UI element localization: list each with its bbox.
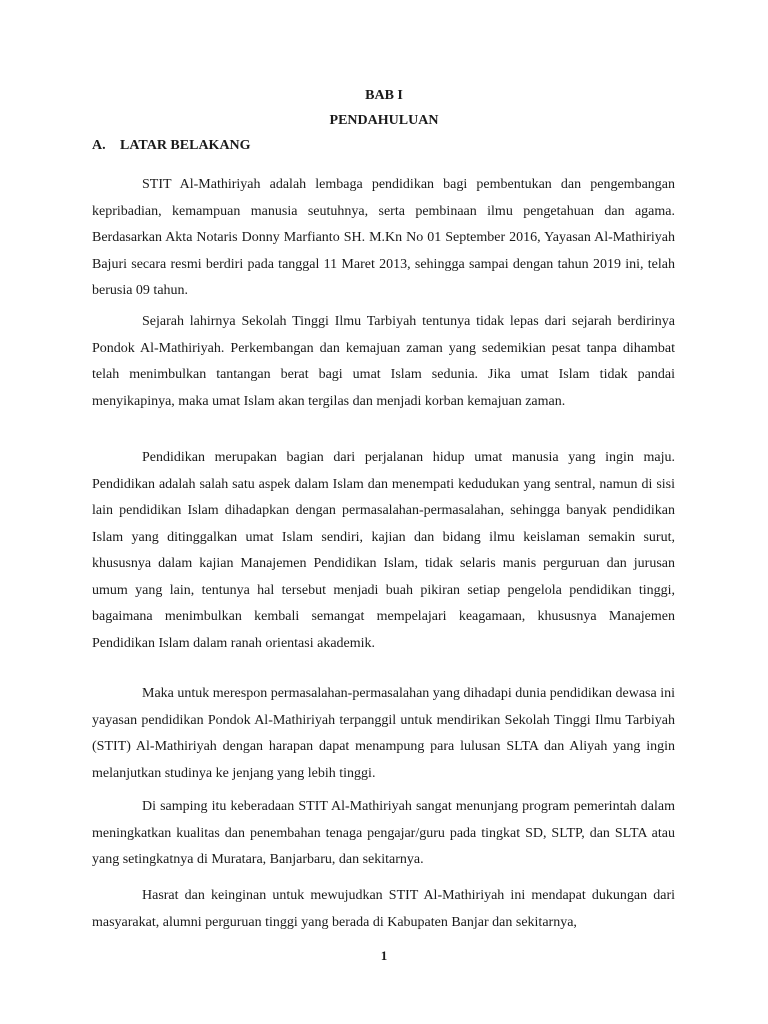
chapter-label: BAB I bbox=[365, 88, 403, 103]
section-title: LATAR BELAKANG bbox=[120, 138, 251, 153]
paragraph-1: STIT Al-Mathiriyah adalah lembaga pendidikan bagi pembentukan dan pengembangan kepribadian, kemampuan manusia seutuhnya, serta pembinaan ilmu pengetahuan dan agama. Berdasarkan Akta Notaris Donny Marfianto SH. M.Kn No 01 September 2016, Yayasan Al-Mathiriyah Bajuri secara resmi berdiri pada tanggal 11 Maret 2013, sehingga sampai dengan tahun 2019 ini, telah berusia 09 tahun. bbox=[92, 177, 675, 298]
paragraph-4: Maka untuk merespon permasalahan-permasalahan yang dihadapi dunia pendidikan dewasa ini yayasan pendidikan Pondok Al-Mathiriyah terpanggil untuk mendirikan Sekolah Tinggi Ilmu Tarbiyah (STIT) Al-Mathiriyah dengan harapan dapat menampung para lulusan SLTA dan Aliyah yang ingin melanjutkan studinya ke jenjang yang lebih tinggi. bbox=[92, 686, 675, 781]
paragraph-2: Sejarah lahirnya Sekolah Tinggi Ilmu Tarbiyah tentunya tidak lepas dari sejarah berdirinya Pondok Al-Mathiriyah. Perkembangan dan kemajuan zaman yang sedemikian pesat tanpa dihambat telah menimbulkan tantangan berat bagi umat Islam sedunia. Jika umat Islam tidak pandai menyikapinya, maka umat Islam akan tergilas dan menjadi korban kemajuan zaman. bbox=[92, 314, 675, 409]
chapter-title: PENDAHULUAN bbox=[329, 113, 439, 128]
page-number: 1 bbox=[380, 948, 388, 963]
paragraph-5: Di samping itu keberadaan STIT Al-Mathiriyah sangat menunjang program pemerintah dalam meningkatkan kualitas dan penembahan tenaga pengajar/guru pada tingkat SD, SLTP, dan SLTA atau yang setingkatnya di Muratara, Banjarbaru, dan sekitarnya. bbox=[92, 799, 675, 867]
section-number: A. bbox=[92, 138, 106, 153]
paragraph-3: Pendidikan merupakan bagian dari perjalanan hidup umat manusia yang ingin maju. Pendidikan adalah salah satu aspek dalam Islam dan menempati kedudukan yang sentral, namun di sisi lain pendidikan Islam dihadapkan dengan permasalahan-permasalahan, sehingga banyak pendidikan Islam yang ditinggalkan umat Islam sendiri, kajian dan bidang ilmu keislaman semakin surut, khususnya dalam kajian Manajemen Pendidikan Islam, tidak selaris manis perguruan dan jurusan umum yang lain, tentunya hal tersebut menjadi buah pikiran setiap pengelola pendidikan tinggi, bagaimana menimbulkan kembali semangat mempelajari keagamaan, khususnya Manajemen Pendidikan Islam dalam ranah orientasi akademik. bbox=[92, 450, 675, 651]
section-heading bbox=[92, 136, 251, 156]
paragraph-6: Hasrat dan keinginan untuk mewujudkan STIT Al-Mathiriyah ini mendapat dukungan dari masyarakat, alumni perguruan tinggi yang berada di Kabupaten Banjar dan sekitarnya, bbox=[92, 888, 675, 930]
